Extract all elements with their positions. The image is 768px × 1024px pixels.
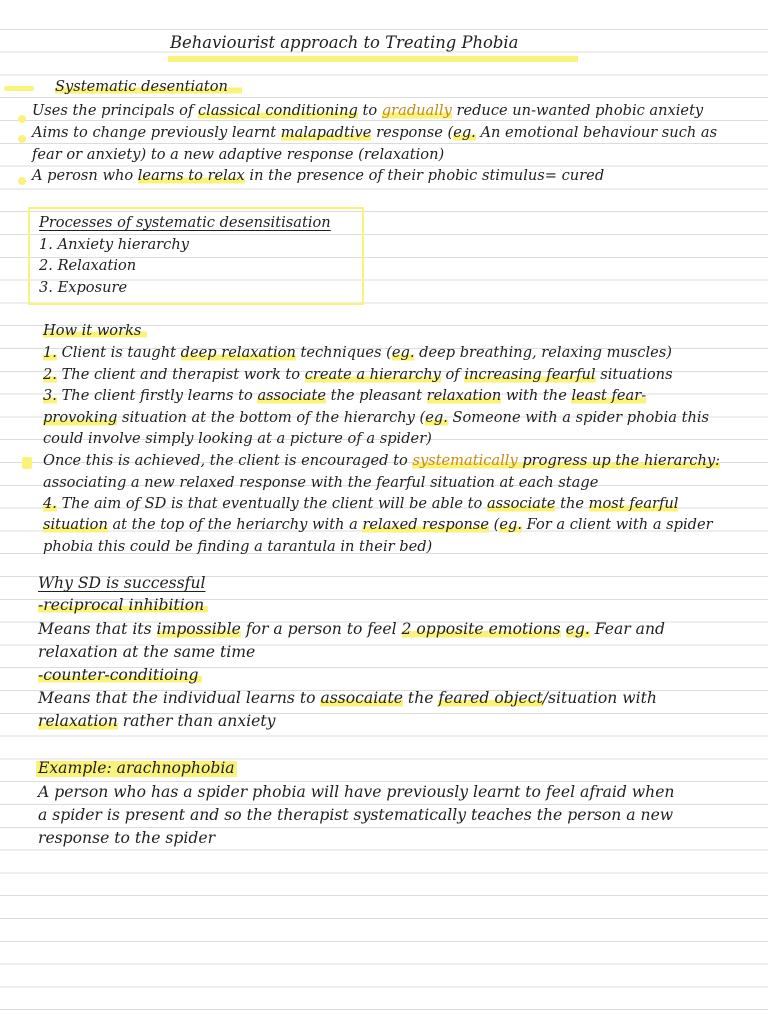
text-line: Means that its impossible for a person to feel 2 opposite emotions eg. Fear and [38, 620, 665, 638]
process-item: 1. Anxiety hierarchy [39, 236, 189, 253]
step-line: 4. The aim of SD is that eventually the client will be able to associate the most fearful [43, 495, 679, 512]
page-title: Behaviourist approach to Treating Phobia [170, 33, 519, 52]
step-line: 2. The client and therapist work to create a hierarchy of increasing fearful situations [43, 366, 673, 383]
text-line: Means that the individual learns to assocaiate the feared object/situation with [38, 689, 657, 707]
section-heading-systematic: Systematic desentiaton [55, 80, 242, 95]
text-line: Uses the principals of classical conditioning to gradually reduce un-wanted phobic anxiety [32, 102, 704, 119]
subheading-reciprocal: -reciprocal inhibition [38, 598, 208, 614]
process-item: 3. Exposure [39, 279, 128, 296]
section-heading-why: Why SD is successful [38, 574, 206, 592]
text-line: fear or anxiety) to a new adaptive response (relaxation) [32, 146, 445, 163]
process-item: 2. Relaxation [39, 257, 137, 274]
step-line: could involve simply looking at a picture of a spider) [43, 430, 432, 447]
subheading-counter: -counter-conditioing [38, 668, 202, 684]
section-heading-example: Example: arachnophobia [38, 759, 235, 777]
margin-mark [22, 457, 32, 469]
bullet-mark [18, 135, 26, 143]
step-line: situation at the top of the heriarchy with a relaxed response (eg. For a client with a spider [43, 516, 713, 533]
bullet-mark [18, 115, 26, 123]
step-line: Once this is achieved, the client is encouraged to systematically progress up the hierarchy: [43, 452, 721, 469]
text-line: response to the spider [38, 829, 216, 847]
step-line: provoking situation at the bottom of the hierarchy (eg. Someone with a spider phobia this [43, 409, 710, 426]
margin-highlight [4, 86, 34, 91]
text-line: Aims to change previously learnt malapadtive response (eg. An emotional behaviour such as [32, 124, 718, 141]
text-line: A person who has a spider phobia will have previously learnt to feel afraid when [38, 783, 675, 801]
section-heading-how: How it works [43, 324, 147, 339]
step-line: 3. The client firstly learns to associate the pleasant relaxation with the least fear- [43, 387, 647, 404]
text-line: a spider is present and so the therapist systematically teaches the person a new [38, 806, 674, 824]
text-line: relaxation at the same time [38, 643, 256, 661]
step-line: phobia this could be finding a tarantula in their bed) [43, 538, 433, 555]
text-line: relaxation rather than anxiety [38, 712, 276, 730]
title-highlight [168, 56, 578, 62]
processes-heading: Processes of systematic desensitisation [39, 214, 331, 231]
step-line: associating a new relaxed response with the fearful situation at each stage [43, 474, 599, 491]
step-line: 1. Client is taught deep relaxation techniques (eg. deep breathing, relaxing muscles) [43, 344, 672, 361]
text-line: A perosn who learns to relax in the presence of their phobic stimulus= cured [32, 167, 605, 184]
bullet-mark [18, 177, 26, 185]
